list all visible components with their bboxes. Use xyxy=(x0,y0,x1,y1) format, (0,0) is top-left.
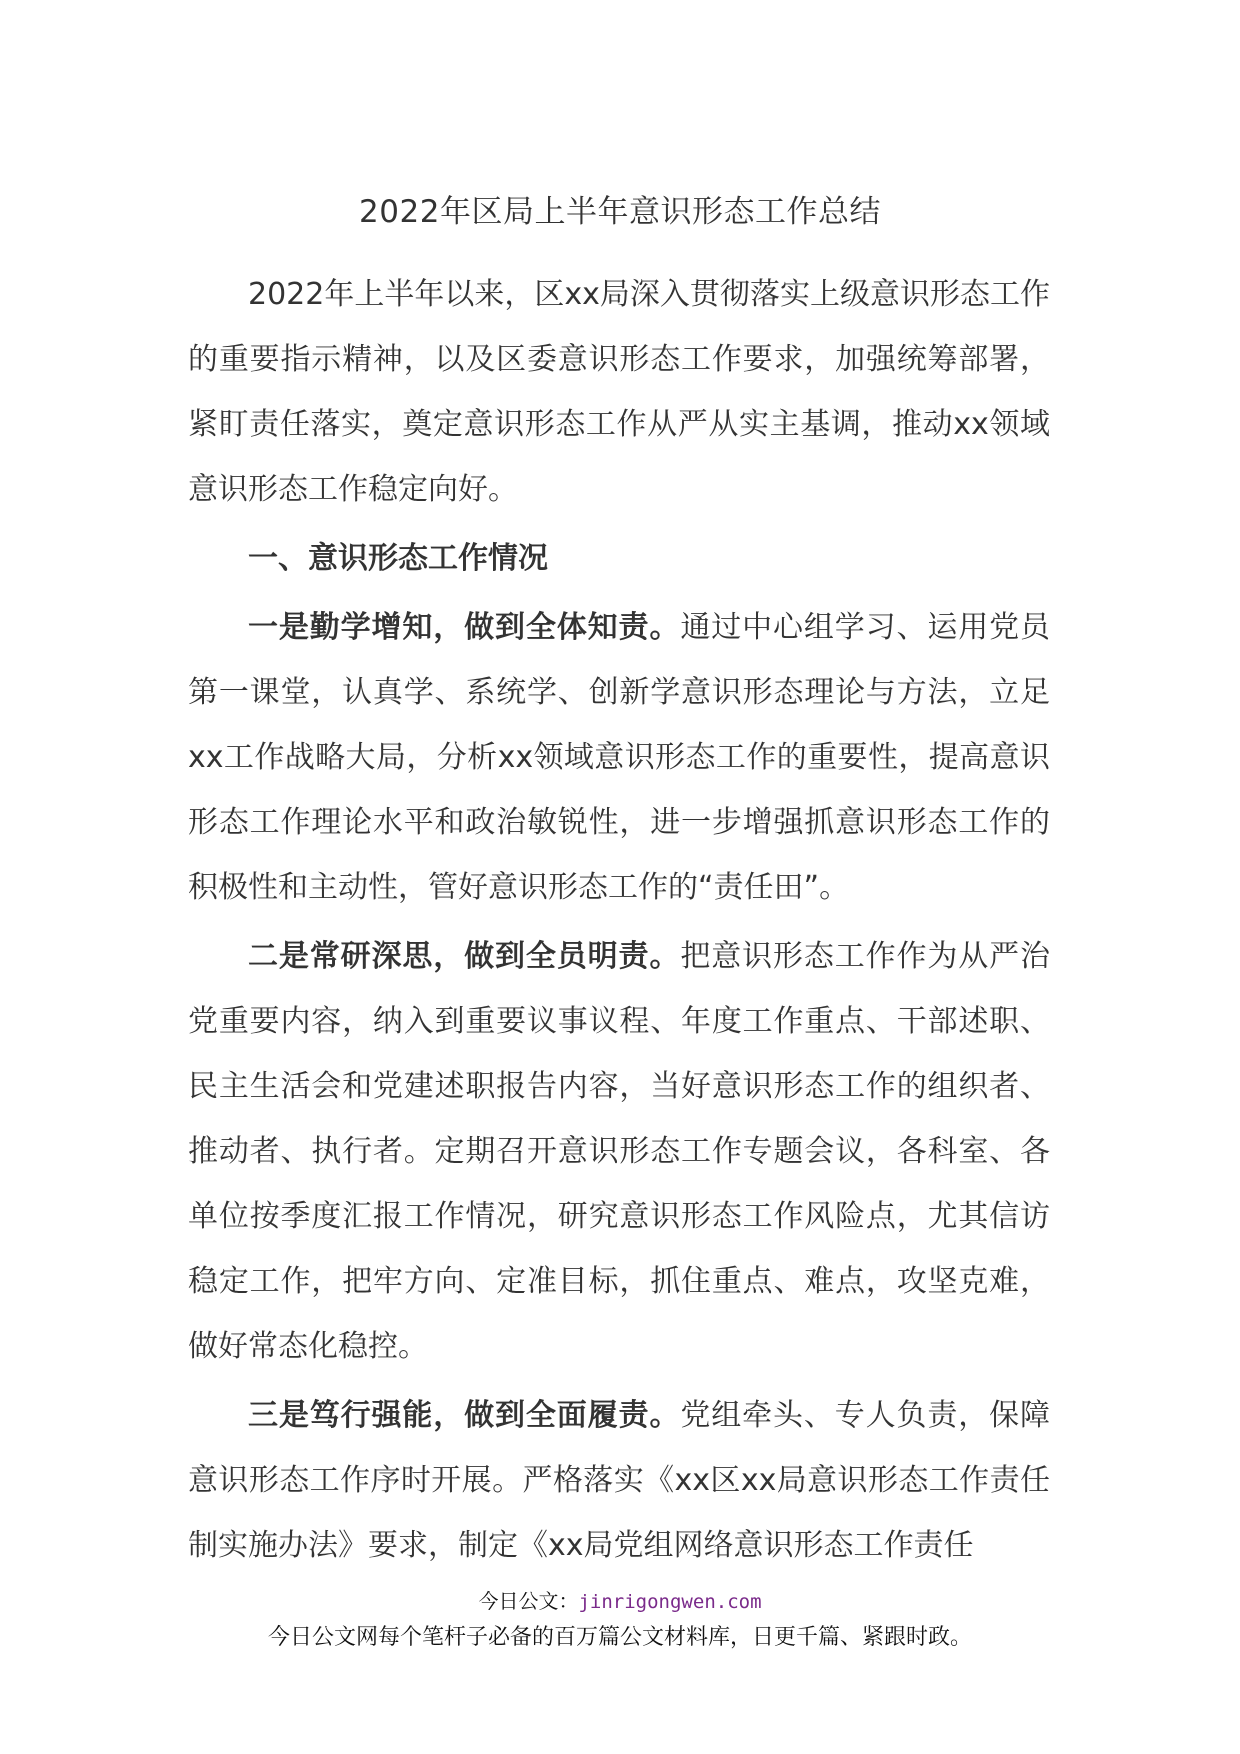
paragraph-3 xyxy=(188,1383,1050,1578)
section-heading: 一、意识形态工作情况 xyxy=(248,541,548,576)
paragraph-2-text: 把意识形态工作作为从严治党重要内容，纳入到重要议事议程、年度工作重点、干部述职、民主生活会和党建述职报告内容，当好意识形态工作的组织者、推动者、执行者。定期召开意识形态工作专题会议，各科室、各单位按季度汇报工作情况，研究意识形态工作风险点，尤其信访稳定工作，把牢方向、定准目标，抓住重点、难点，攻坚克难，做好常态化稳控。 xyxy=(188,939,1051,1364)
footer-site-line xyxy=(0,1587,1240,1616)
paragraph-3-lead: 三是笃行强能，做到全面履责。 xyxy=(248,1398,681,1433)
document-title: 2022年区局上半年意识形态工作总结 xyxy=(359,194,881,230)
footer-site-link[interactable]: jinrigongwen.com xyxy=(578,1591,762,1613)
paragraph-2 xyxy=(188,924,1050,1379)
paragraph-3-text: 党组牵头、专人负责，保障意识形态工作序时开展。严格落实《xx区xx局意识形态工作责任制实施办法》要求，制定《xx局党组网络意识形态工作责任 xyxy=(188,1398,1051,1563)
paragraph-1-text: 通过中心组学习、运用党员第一课堂，认真学、系统学、创新学意识形态理论与方法，立足xx工作战略大局，分析xx领域意识形态工作的重要性，提高意识形态工作理论水平和政治敏锐性，进一步增强抓意识形态工作的积极性和主动性，管好意识形态工作的“责任田”。 xyxy=(188,610,1051,905)
paragraph-1-lead: 一是勤学增知，做到全体知责。 xyxy=(248,610,681,645)
document-body xyxy=(188,262,1050,1582)
footer-slogan: 今日公文网每个笔杆子必备的百万篇公文材料库，日更千篇、紧跟时政。 xyxy=(267,1625,972,1650)
paragraph-1 xyxy=(188,595,1050,920)
paragraph-2-lead: 二是常研深思，做到全员明责。 xyxy=(248,939,681,974)
intro-paragraph: 2022年上半年以来，区xx局深入贯彻落实上级意识形态工作的重要指示精神，以及区委意识形态工作要求，加强统筹部署，紧盯责任落实，奠定意识形态工作从严从实主基调，推动xx领域意识形态工作稳定向好。 xyxy=(188,277,1050,507)
footer-site-label: 今日公文： xyxy=(478,1589,579,1613)
